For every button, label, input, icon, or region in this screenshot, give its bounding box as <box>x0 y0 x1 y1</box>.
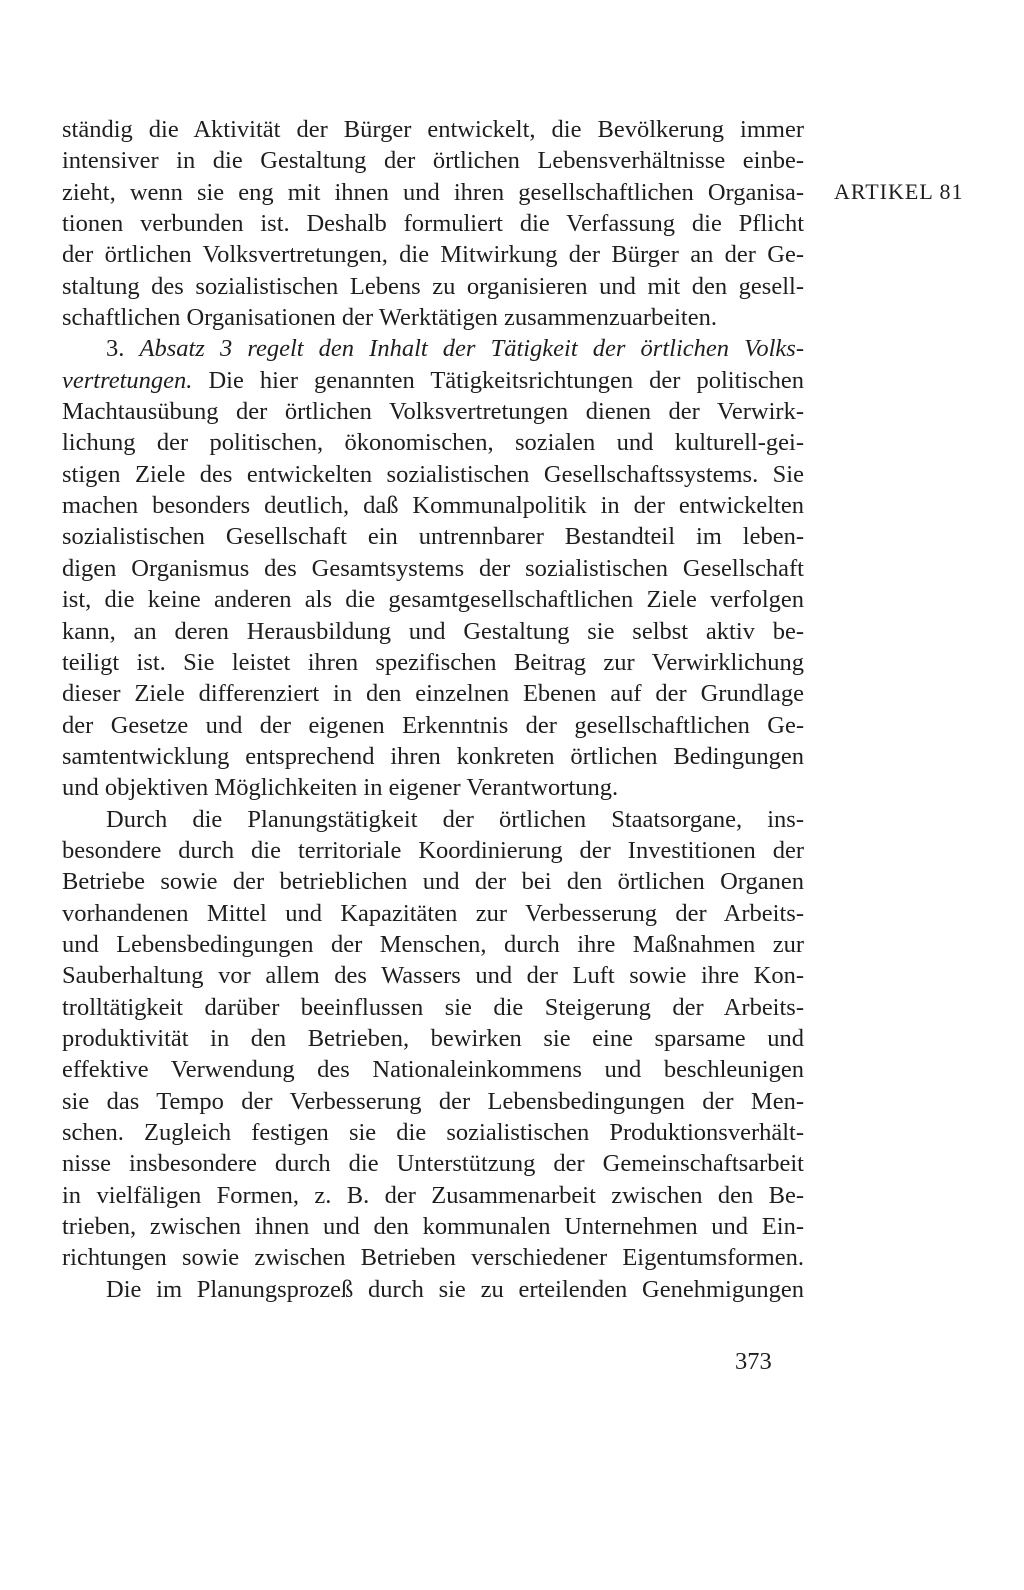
text-line-12: stigen Ziele des entwickelten sozialistischen Gesellschaftssystems. Sie <box>62 460 804 488</box>
body-text <box>62 114 804 1305</box>
text-line-38: Die im Planungsprozeß durch sie zu erteilenden Genehmigungen <box>106 1275 804 1303</box>
text-line-21: samtentwicklung entsprechend ihren konkreten örtlichen Bedingungen <box>62 742 804 770</box>
text-line-23: Durch die Planungstätigkeit der örtlichen Staatsorgane, ins- <box>106 805 804 833</box>
text-line-30: produktivität in den Betrieben, bewirken sie eine sparsame und <box>62 1024 804 1052</box>
text-line-11: lichung der politischen, ökonomischen, sozialen und kulturell-gei- <box>62 429 804 457</box>
text-line-17: kann, an deren Herausbildung und Gestaltung sie selbst aktiv be- <box>62 617 804 645</box>
text-line-15: digen Organismus des Gesamtsystems der sozialistischen Gesellschaft <box>62 554 804 582</box>
paragraph-3-heading: Absatz 3 regelt den Inhalt der Tätigkeit der örtlichen Volks- <box>139 335 804 363</box>
text-line-35: in vielfäligen Formen, z. B. der Zusammenarbeit zwischen den Be- <box>62 1181 804 1209</box>
text-line-37: richtungen sowie zwischen Betrieben verschiedener Eigentumsformen. <box>62 1244 804 1272</box>
text-line-2: intensiver in die Gestaltung der örtlichen Lebensverhältnisse einbe- <box>62 147 804 175</box>
text-line-7: schaftlichen Organisationen der Werktätigen zusammenzuarbeiten. <box>62 304 717 332</box>
text-line-29: trolltätigkeit darüber beeinflussen sie die Steigerung der Arbeits- <box>62 993 804 1021</box>
text-line-22: und objektiven Möglichkeiten in eigener Verantwortung. <box>62 774 619 802</box>
text-line-5: der örtlichen Volksvertretungen, die Mitwirkung der Bürger an der Ge- <box>62 241 804 269</box>
paragraph-number: 3. <box>106 335 125 363</box>
text-line-32: sie das Tempo der Verbesserung der Lebensbedingungen der Men- <box>62 1087 804 1115</box>
paragraph-3-text: Die hier genannten Tätigkeitsrichtungen der politischen <box>208 366 804 394</box>
text-line-24: besondere durch die territoriale Koordinierung der Investitionen der <box>62 836 804 864</box>
text-line-6: staltung des sozialistischen Lebens zu organisieren und mit den gesell- <box>62 272 804 300</box>
text-line-26: vorhandenen Mittel und Kapazitäten zur Verbesserung der Arbeits- <box>62 899 804 927</box>
article-margin-note: ARTIKEL 81 <box>834 179 964 204</box>
paragraph-3-heading-end: vertretungen. <box>62 366 193 394</box>
text-line-36: trieben, zwischen ihnen und den kommunalen Unternehmen und Ein- <box>62 1213 804 1241</box>
text-line-34: nisse insbesondere durch die Unterstützung der Gemeinschaftsarbeit <box>62 1150 804 1178</box>
paragraph-3-heading-line <box>62 333 804 364</box>
paragraph-3-line-2 <box>62 365 804 396</box>
text-line-18: teiligt ist. Sie leistet ihren spezifischen Beitrag zur Verwirklichung <box>62 648 804 676</box>
text-line-25: Betriebe sowie der betrieblichen und der bei den örtlichen Organen <box>62 868 804 896</box>
text-line-28: Sauberhaltung vor allem des Wassers und der Luft sowie ihre Kon- <box>62 962 804 990</box>
text-line-33: schen. Zugleich festigen sie die sozialistischen Produktionsverhält- <box>62 1119 804 1146</box>
text-line-27: und Lebensbedingungen der Menschen, durch ihre Maßnahmen zur <box>62 930 804 958</box>
text-line-14: sozialistischen Gesellschaft ein untrennbarer Bestandteil im leben- <box>62 523 804 551</box>
text-line-13: machen besonders deutlich, daß Kommunalpolitik in der entwickelten <box>62 492 804 520</box>
text-line-1: ständig die Aktivität der Bürger entwickelt, die Bevölkerung immer <box>62 116 804 143</box>
text-line-16: ist, die keine anderen als die gesamtgesellschaftlichen Ziele verfolgen <box>62 586 804 614</box>
text-line-31: effektive Verwendung des Nationaleinkommens und beschleunigen <box>62 1056 804 1084</box>
text-line-19: dieser Ziele differenziert in den einzelnen Ebenen auf der Grundlage <box>62 680 804 708</box>
page-number: 373 <box>735 1348 772 1375</box>
text-line-4: tionen verbunden ist. Deshalb formuliert die Verfassung die Pflicht <box>62 210 804 238</box>
text-line-3: zieht, wenn sie eng mit ihnen und ihren gesellschaftlichen Organisa- <box>62 178 804 206</box>
text-line-10: Machtausübung der örtlichen Volksvertretungen dienen der Verwirk- <box>62 398 804 426</box>
text-line-20: der Gesetze und der eigenen Erkenntnis der gesellschaftlichen Ge- <box>62 711 804 739</box>
